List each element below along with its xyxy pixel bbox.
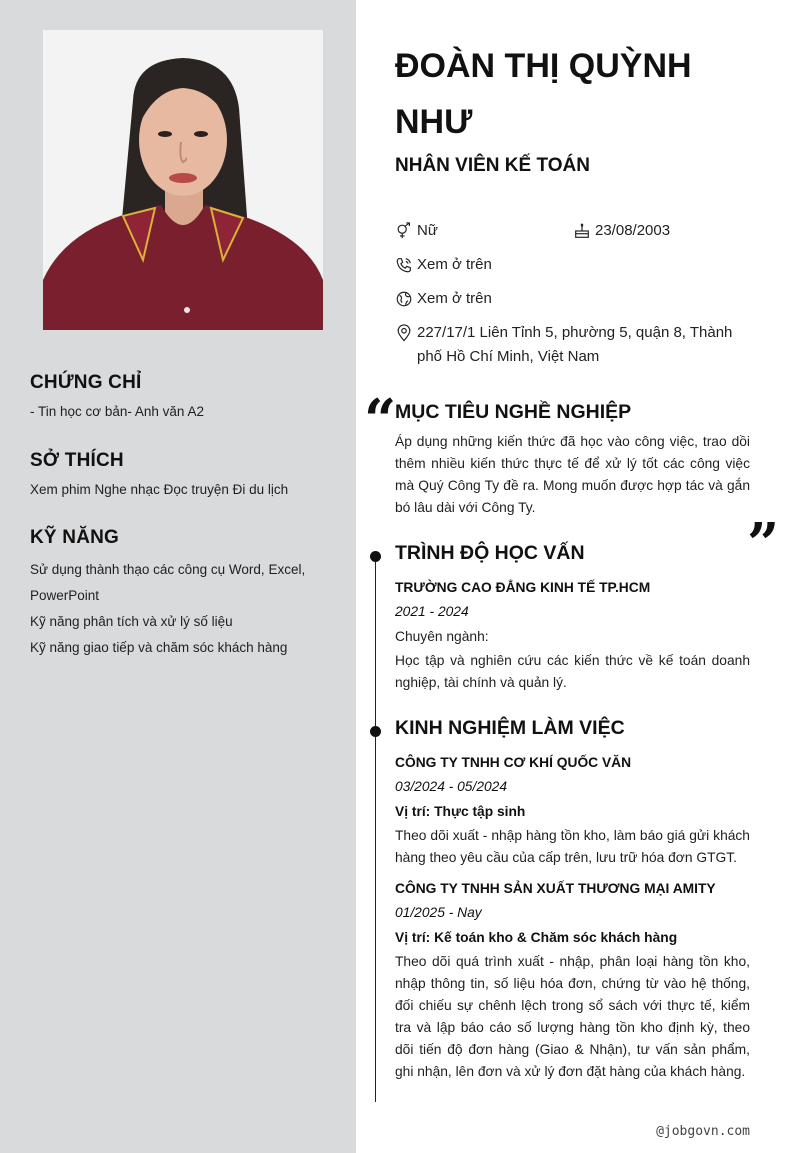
- hobbies-title: SỞ THÍCH: [30, 450, 124, 471]
- experience-title: KINH NGHIỆM LÀM VIỆC: [395, 717, 625, 739]
- company-name: CÔNG TY TNHH SẢN XUẤT THƯƠNG MẠI AMITY: [395, 881, 716, 896]
- skill-item: Kỹ năng giao tiếp và chăm sóc khách hàng: [30, 640, 288, 655]
- location-pin-icon: [395, 321, 417, 345]
- website-value: Xem ở trên: [417, 290, 492, 307]
- globe-icon: [395, 287, 417, 311]
- job-description: Theo dõi quá trình xuất - nhập, phân loại hàng tồn kho, nhập thông tin, số liệu hóa đơn, chứng từ vào hệ thống, đối chiếu sự chênh lệch trong sổ sách với thực tế, kiểm tra và lập báo cáo số lượng hàng tồn kho định kỳ, theo dõi tiến độ đơn hàng (Giao & Nhận), tư vấn sản phẩm, ghi nhận, lên đơn và xử lý đơn đặt hàng của khách hàng.: [395, 954, 750, 1079]
- certificates-section: [30, 372, 330, 425]
- job-position: Vị trí: Kế toán kho & Chăm sóc khách hàng: [395, 930, 678, 945]
- education-description: Học tập và nghiên cứu các kiến thức về kế toán doanh nghiệp, tài chính và quản lý.: [395, 653, 750, 690]
- certificates-title: CHỨNG CHỈ: [30, 372, 142, 393]
- job-period: 03/2024 - 05/2024: [395, 779, 508, 794]
- close-quote-icon: ”: [747, 511, 780, 577]
- skills-section: [30, 527, 330, 661]
- major-label: Chuyên ngành:: [395, 629, 489, 644]
- gender-value: Nữ: [417, 222, 438, 239]
- cake-icon: [573, 219, 595, 243]
- phone-value: Xem ở trên: [417, 256, 492, 273]
- birthday-value: 23/08/2003: [595, 222, 671, 239]
- timeline-dot: [370, 726, 381, 737]
- footer-watermark: @jobgovn.com: [656, 1124, 750, 1139]
- education-title: TRÌNH ĐỘ HỌC VẤN: [395, 542, 585, 564]
- education-period: 2021 - 2024: [395, 604, 469, 619]
- hobbies-text: Xem phim Nghe nhạc Đọc truyện Đi du lịch: [30, 482, 289, 497]
- phone-icon: [395, 253, 417, 277]
- job-title: NHÂN VIÊN KẾ TOÁN: [395, 155, 590, 176]
- skill-item: Sử dụng thành thạo các công cụ Word, Excel, PowerPoint: [30, 562, 306, 603]
- job-position: Vị trí: Thực tập sinh: [395, 804, 526, 819]
- certificate-item: - Tin học cơ bản- Anh văn A2: [30, 404, 204, 419]
- job-period: 01/2025 - Nay: [395, 905, 482, 920]
- website-row: [395, 287, 492, 311]
- address-value: 227/17/1 Liên Tỉnh 5, phường 5, quận 8, Thành phố Hồ Chí Minh, Việt Nam: [417, 324, 733, 365]
- candidate-name: ĐOÀN THỊ QUỲNH NHƯ: [395, 47, 692, 141]
- objective-title: MỤC TIÊU NGHỀ NGHIỆP: [395, 401, 632, 423]
- objective-text: Áp dụng những kiến thức đã học vào công việc, trao dồi thêm nhiều kiến thức thực tế để xử lý tốt các công việc mà Quý Công Ty đề ra. Mong muốn được hợp tác và gắn bó lâu dài với Công Ty.: [395, 434, 750, 515]
- open-quote-icon: “: [364, 387, 397, 453]
- timeline-dot: [370, 551, 381, 562]
- gender-icon: [395, 219, 417, 243]
- birthday-row: [573, 219, 670, 243]
- hobbies-section: [30, 450, 330, 503]
- timeline-line: [375, 552, 376, 1102]
- sidebar: [0, 0, 356, 1153]
- job-description: Theo dõi xuất - nhập hàng tồn kho, làm báo giá gửi khách hàng theo yêu cầu của cấp trên, lưu trữ hóa đơn GTGT.: [395, 828, 750, 865]
- company-name: CÔNG TY TNHH CƠ KHÍ QUỐC VĂN: [395, 755, 632, 770]
- skill-item: Kỹ năng phân tích và xử lý số liệu: [30, 614, 233, 629]
- profile-photo: [43, 30, 323, 330]
- address-row: [395, 321, 755, 369]
- skills-title: KỸ NĂNG: [30, 527, 120, 548]
- school-name: TRƯỜNG CAO ĐẲNG KINH TẾ TP.HCM: [395, 580, 651, 595]
- gender-row: [395, 219, 438, 243]
- phone-row: [395, 253, 492, 277]
